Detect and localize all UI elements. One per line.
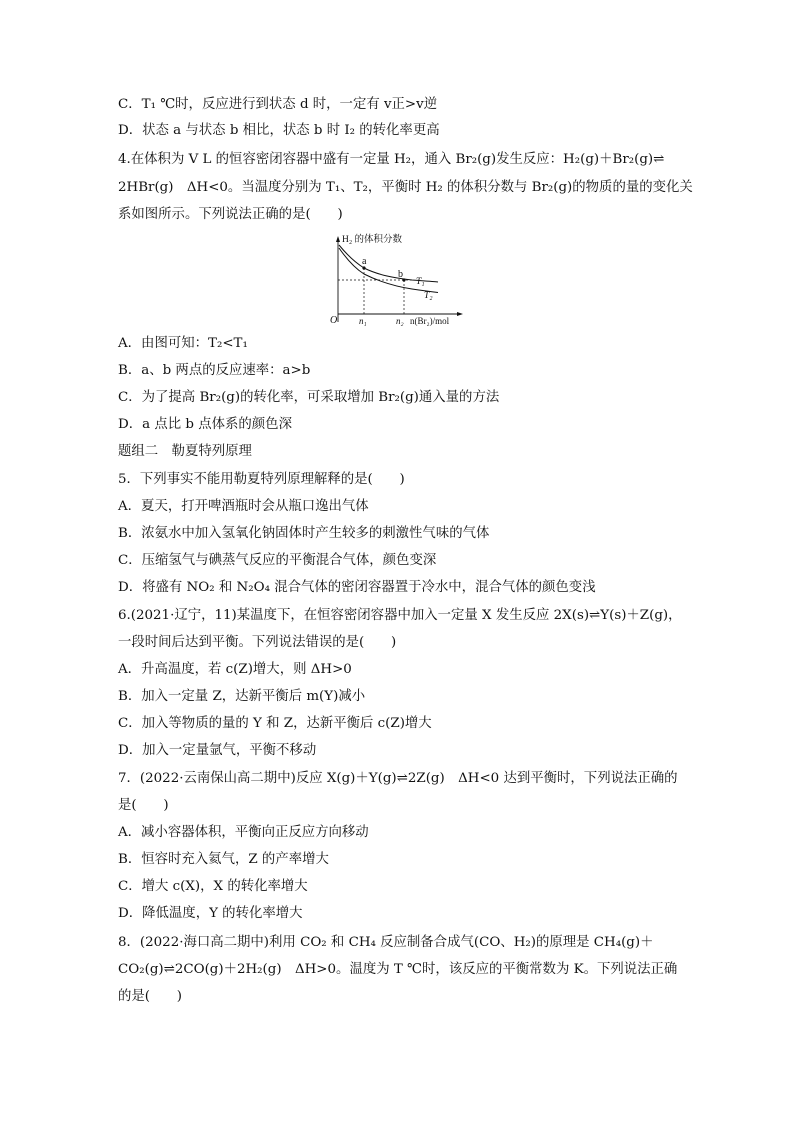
q4-option-a: A．由图可知：T₂<T₁ <box>118 336 248 351</box>
q4-option-c: C．为了提高 Br₂(g)的转化率，可采取增加 Br₂(g)通入量的方法 <box>118 390 500 405</box>
point-b-label: b <box>398 269 403 280</box>
q6-option-a: A．升高温度，若 c(Z)增大，则 ΔH>0 <box>118 662 352 677</box>
curve-T1-label: T₁ <box>416 277 425 287</box>
line-1: C．T₁ ℃时，反应进行到状态 d 时，一定有 v正>v逆 <box>118 97 438 112</box>
x-tick-n2: n₂ <box>396 316 404 326</box>
q5-option-b: B．浓氨水中加入氢氧化钠固体时产生较多的刺激性气味的气体 <box>118 526 490 541</box>
point-a-label: a <box>362 256 367 267</box>
q4-option-d: D．a 点比 b 点体系的颜色深 <box>118 417 292 432</box>
q7-option-b: B．恒容时充入氦气，Z 的产率增大 <box>118 852 329 867</box>
question-7-line-1: 7．(2022·云南保山高二期中)反应 X(g)＋Y(g)⇌2Z(g) ΔH<0 达到平衡时，下列说法正确的 <box>118 771 678 786</box>
q5-option-d: D．将盛有 NO₂ 和 N₂O₄ 混合气体的密闭容器置于冷水中，混合气体的颜色变浅 <box>118 580 596 595</box>
x-axis-arrow <box>457 312 463 316</box>
x-axis-label: n(Br₂)/mol <box>410 316 450 326</box>
question-6-line-1: 6.(2021·辽宁，11)某温度下，在恒容密闭容器中加入一定量 X 发生反应 2X(s)⇌Y(s)＋Z(g)， <box>118 608 682 623</box>
origin-label: O <box>330 315 338 326</box>
question-7-line-2: 是( ) <box>118 798 169 813</box>
q5-option-a: A．夏天，打开啤酒瓶时会从瓶口逸出气体 <box>118 499 369 514</box>
x-tick-n1: n₁ <box>359 316 367 326</box>
q4-option-b: B．a、b 两点的反应速率：a>b <box>118 363 311 378</box>
q5-option-c: C．压缩氢气与碘蒸气反应的平衡混合气体，颜色变深 <box>118 553 437 568</box>
q7-option-c: C．增大 c(X)，X 的转化率增大 <box>118 879 308 894</box>
q6-option-d: D．加入一定量氩气，平衡不移动 <box>118 743 317 758</box>
question-4-line-1: 4.在体积为 V L 的恒容密闭容器中盛有一定量 H₂，通入 Br₂(g)发生反应：H₂(g)＋Br₂(g)⇌ <box>118 152 665 167</box>
question-5-stem: 5．下列事实不能用勒夏特列原理解释的是( ) <box>118 472 405 487</box>
question-4-line-2: 2HBr(g) ΔH<0。当温度分别为 T₁、T₂，平衡时 H₂ 的体积分数与 Br₂(g)的物质的量的变化关 <box>118 180 693 195</box>
line-2: D．状态 a 与状态 b 相比，状态 b 时 I₂ 的转化率更高 <box>118 123 440 138</box>
question-8-line-1: 8．(2022·海口高二期中)利用 CO₂ 和 CH₄ 反应制备合成气(CO、H₂)的原理是 CH₄(g)＋ <box>118 935 654 950</box>
y-axis-arrow <box>336 236 340 242</box>
q7-option-d: D．降低温度，Y 的转化率增大 <box>118 906 303 921</box>
curve-T2-label: T₂ <box>424 291 433 301</box>
q7-option-a: A．减小容器体积，平衡向正反应方向移动 <box>118 825 369 840</box>
q6-option-b: B．加入一定量 Z，达新平衡后 m(Y)减小 <box>118 689 366 704</box>
question-6-line-2: 一段时间后达到平衡。下列说法错误的是( ) <box>118 635 397 650</box>
section-heading: 题组二 勒夏特列原理 <box>118 444 252 459</box>
question-4-line-3: 系如图所示。下列说法正确的是( ) <box>118 207 343 222</box>
question-8-line-3: 的是( ) <box>118 989 183 1004</box>
equilibrium-figure <box>326 228 476 328</box>
q6-option-c: C．加入等物质的量的 Y 和 Z，达新平衡后 c(Z)增大 <box>118 716 432 731</box>
question-8-line-2: CO₂(g)⇌2CO(g)＋2H₂(g) ΔH>0。温度为 T ℃时，该反应的平衡常数为 K。下列说法正确 <box>118 962 678 977</box>
y-axis-label: H₂ 的体积分数 <box>342 235 403 245</box>
